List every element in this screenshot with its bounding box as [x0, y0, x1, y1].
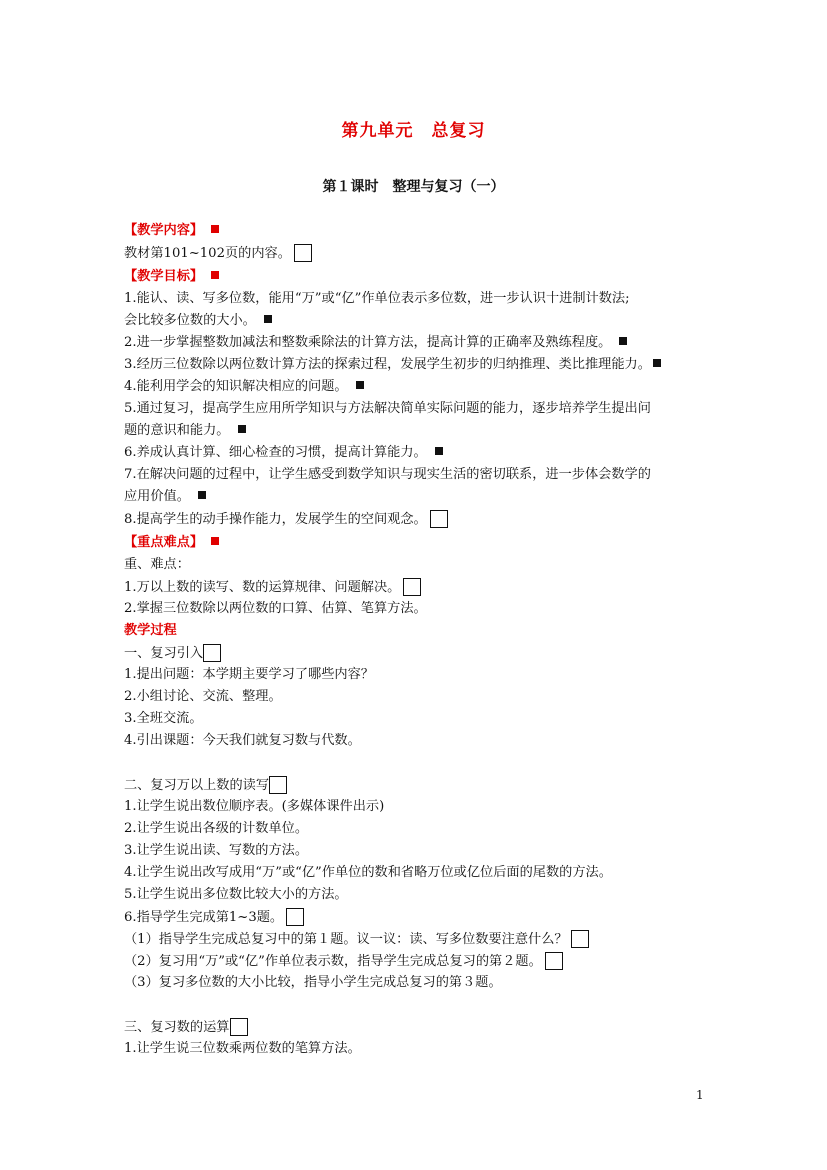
p2-subitem-3: （3）复习多位数的大小比较，指导小学生完成总复习的第３题。 [124, 975, 502, 990]
p1-item-1: 1.提出问题：本学期主要学习了哪些内容？ [124, 667, 374, 682]
p1-title: 一、复习引入 [124, 644, 221, 663]
p3-title: 三、复习数的运算 [124, 1018, 248, 1037]
p2-subitem-1: （1）指导学生完成总复习中的第１题。议一议：读、写多位数要注意什么？ [124, 930, 589, 949]
square-marker-icon [653, 359, 661, 367]
checkbox-icon [403, 578, 421, 596]
goal-2: 2.进一步掌握整数加减法和整数乘除法的计算方法，提高计算的正确率及熟练程度。 [124, 334, 627, 352]
square-marker-icon [619, 337, 627, 345]
page-number: 1 [696, 1088, 704, 1102]
p2-item-6: 6.指导学生完成第1~3题。 [124, 908, 304, 927]
goal-8: 8.提高学生的动手操作能力，发展学生的空间观念。 [124, 510, 448, 529]
key-2: 2.掌握三位数除以两位数的口算、估算、笔算方法。 [124, 601, 427, 616]
key-heading: 【重点难点】 [124, 534, 219, 552]
square-marker-icon [264, 315, 272, 323]
content-heading: 【教学内容】 [124, 222, 219, 240]
goal-1a: 1.能认、读、写多位数，能用“万”或“亿”作单位表示多位数，进一步认识十进制计数法; [124, 291, 630, 306]
p2-item-4: 4.让学生说出改写成用“万”或“亿”作单位的数和省略万位或亿位后面的尾数的方法。 [124, 865, 612, 880]
p1-item-2: 2.小组讨论、交流、整理。 [124, 689, 282, 704]
p2-subitem-2: （2）复习用“万”或“亿”作单位表示数，指导学生完成总复习的第２题。 [124, 952, 563, 971]
checkbox-icon [571, 930, 589, 948]
square-marker-icon [356, 381, 364, 389]
p2-item-3: 3.让学生说出读、写数的方法。 [124, 843, 309, 858]
p1-item-3: 3.全班交流。 [124, 711, 203, 726]
p2-title: 二、复习万以上数的读写 [124, 776, 287, 795]
checkbox-icon [286, 908, 304, 926]
key-1: 1.万以上数的读写、数的运算规律、问题解决。 [124, 578, 421, 597]
square-marker-icon [238, 425, 246, 433]
goal-5a: 5.通过复习，提高学生应用所学知识与方法解决简单实际问题的能力，逐步培养学生提出问 [124, 401, 651, 416]
p3-item-1: 1.让学生说三位数乘两位数的笔算方法。 [124, 1041, 361, 1056]
p2-item-5: 5.让学生说出多位数比较大小的方法。 [124, 887, 348, 902]
process-heading: 教学过程 [124, 623, 177, 638]
checkbox-icon [294, 244, 312, 262]
checkbox-icon [203, 644, 221, 662]
square-marker-icon [198, 491, 206, 499]
p2-item-2: 2.让学生说出各级的计数单位。 [124, 821, 309, 836]
checkbox-icon [230, 1018, 248, 1036]
square-marker-icon [211, 225, 219, 233]
p1-item-4: 4.引出课题：今天我们就复习数与代数。 [124, 733, 361, 748]
checkbox-icon [269, 776, 287, 794]
checkbox-icon [430, 510, 448, 528]
goal-3: 3.经历三位数除以两位数计算方法的探索过程，发展学生初步的归纳推理、类比推理能力。 [124, 356, 661, 374]
goal-1b: 会比较多位数的大小。 [124, 312, 272, 330]
goal-5b: 题的意识和能力。 [124, 422, 246, 440]
square-marker-icon [211, 537, 219, 545]
lesson-subtitle: 第１课时 整理与复习（一） [322, 179, 505, 195]
p2-item-1: 1.让学生说出数位顺序表。(多媒体课件出示) [124, 799, 385, 814]
content-text: 教材第101~102页的内容。 [124, 244, 312, 263]
goal-4: 4.能利用学会的知识解决相应的问题。 [124, 378, 364, 396]
square-marker-icon [435, 447, 443, 455]
checkbox-icon [545, 952, 563, 970]
unit-title: 第九单元 总复习 [341, 121, 486, 141]
goals-heading: 【教学目标】 [124, 268, 219, 286]
square-marker-icon [211, 271, 219, 279]
goal-6: 6.养成认真计算、细心检查的习惯，提高计算能力。 [124, 444, 443, 462]
goal-7a: 7.在解决问题的过程中，让学生感受到数学知识与现实生活的密切联系，进一步体会数学的 [124, 467, 651, 482]
key-intro: 重、难点： [124, 557, 190, 572]
goal-7b: 应用价值。 [124, 488, 206, 506]
